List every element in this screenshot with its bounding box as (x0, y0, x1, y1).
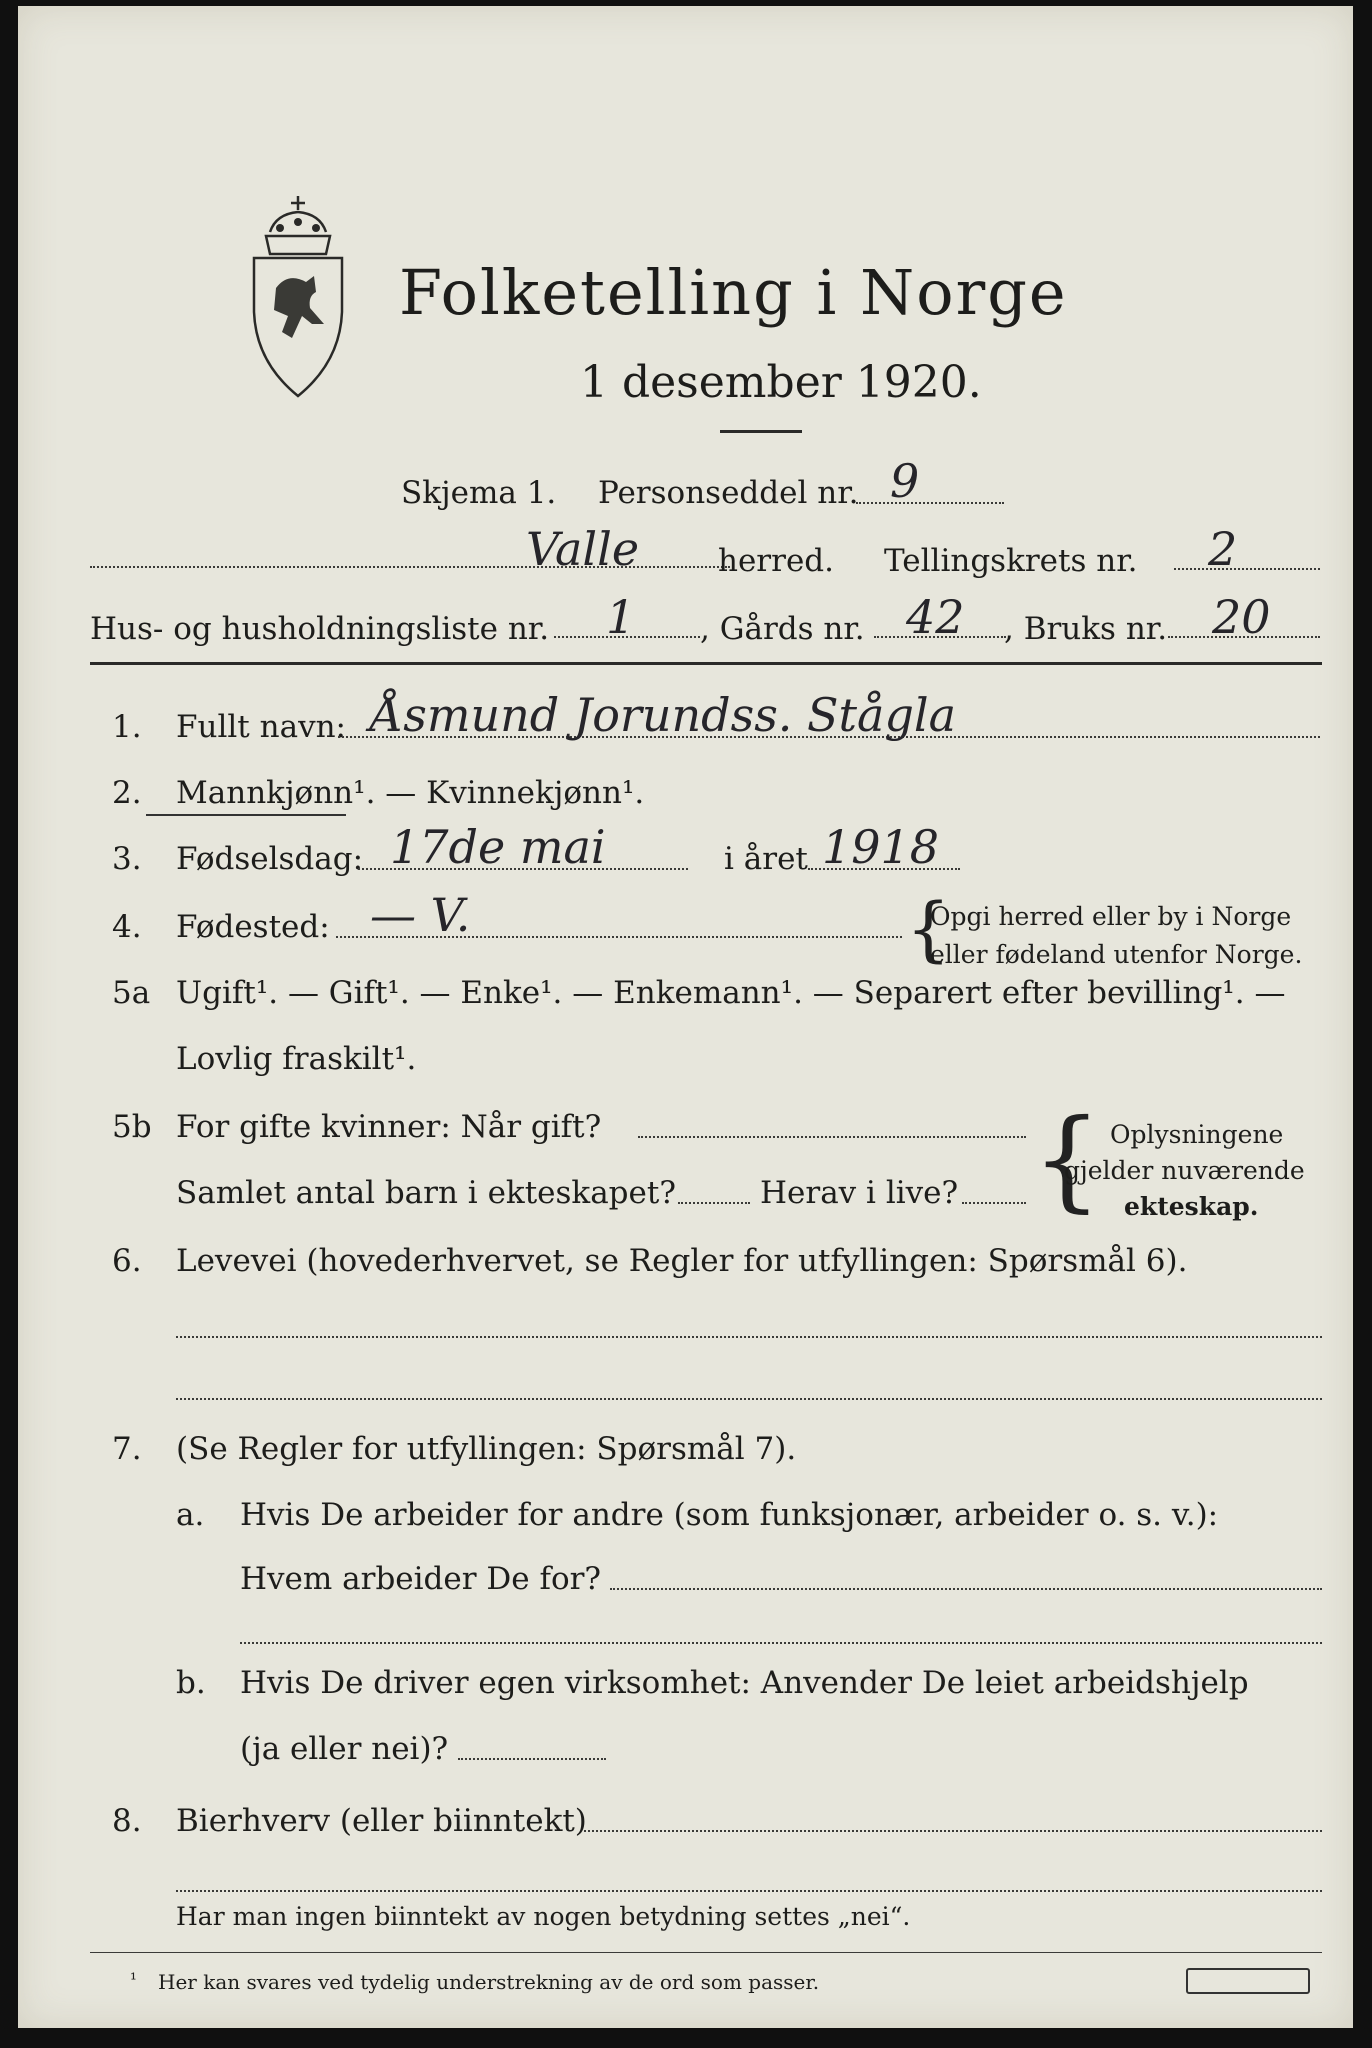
q3-birth-date: 17de mai (390, 820, 606, 874)
form-title: Folketelling i Norge (399, 256, 1068, 329)
q4-brace: { (906, 888, 951, 970)
header-rule (90, 662, 1322, 665)
q7a-line1: Hvis De arbeider for andre (som funksjonær, arbeider o. s. v.): (240, 1497, 1219, 1533)
q4-label: Fødested: (176, 909, 330, 945)
title-divider (720, 430, 802, 433)
footnote-mark: ¹ (130, 1970, 137, 1990)
q1-label: Fullt navn: (176, 709, 346, 745)
personseddel-label: Personseddel nr. (598, 475, 859, 511)
norwegian-coat-of-arms-icon (236, 192, 360, 402)
q5a-line1: Ugift¹. — Gift¹. — Enke¹. — Enkemann¹. — Separert efter bevilling¹. — (176, 975, 1286, 1011)
personseddel-line (856, 502, 1004, 504)
q8-line2 (176, 1890, 1322, 1892)
tellingskrets-value: 2 (1208, 522, 1238, 576)
q3-birth-year: 1918 (822, 820, 940, 874)
bruks-label: , Bruks nr. (1004, 611, 1168, 647)
tellingskrets-line (1174, 568, 1320, 570)
census-form-page (18, 6, 1353, 2028)
q4-birthplace: — V. (370, 888, 471, 942)
q7a-letter: a. (176, 1497, 205, 1533)
q8-label: Bierhverv (eller biinntekt) (176, 1803, 587, 1839)
q5b-brace: { (1032, 1095, 1102, 1223)
personseddel-value: 9 (890, 454, 920, 508)
q7b-line1: Hvis De driver egen virksomhet: Anvender De leiet arbeidshjelp (240, 1665, 1249, 1701)
q5b-number: 5b (112, 1109, 152, 1145)
q2-sex-options: Mannkjønn¹. — Kvinnekjønn¹. (176, 775, 645, 811)
q2-number: 2. (112, 775, 142, 811)
q3-year-label: i året (724, 841, 808, 877)
q8-number: 8. (112, 1803, 142, 1839)
q7a-employer-line (610, 1588, 1322, 1590)
q5b-alive-line (962, 1202, 1026, 1204)
q1-full-name: Åsmund Jorundss. Stågla (370, 688, 957, 742)
q5b-children-label: Samlet antal barn i ekteskapet? (176, 1175, 676, 1211)
q6-line2 (176, 1398, 1322, 1400)
q8-note: Har man ingen biinntekt av nogen betydning settes „nei“. (176, 1902, 911, 1931)
q5b-line1: For gifte kvinner: Når gift? (176, 1109, 602, 1145)
q4-number: 4. (112, 909, 142, 945)
q8-line (584, 1830, 1322, 1832)
q7b-letter: b. (176, 1665, 206, 1701)
q5a-line2: Lovlig fraskilt¹. (176, 1041, 417, 1077)
schema-label: Skjema 1. (401, 475, 557, 511)
herred-value: Valle (526, 522, 640, 576)
footnote-rule (90, 1952, 1322, 1953)
bruks-value: 20 (1212, 590, 1271, 644)
q5a-number: 5a (112, 975, 151, 1011)
tellingskrets-label: Tellingskrets nr. (884, 543, 1138, 579)
q5b-alive-label: Herav i live? (760, 1175, 959, 1211)
herred-label: herred. (718, 543, 834, 579)
q7b-line2: (ja eller nei)? (240, 1731, 449, 1767)
q7a-employer-line2 (240, 1642, 1322, 1644)
gards-value: 42 (906, 590, 965, 644)
q5b-note-line3: ekteskap. (1124, 1192, 1259, 1221)
q5b-note-line2: gjelder nuværende (1064, 1156, 1305, 1185)
q6-number: 6. (112, 1243, 142, 1279)
q3-label: Fødselsdag: (176, 841, 364, 877)
husholdningsliste-value: 1 (606, 590, 636, 644)
q7-label: (Se Regler for utfyllingen: Spørsmål 7). (176, 1431, 797, 1467)
q4-note-line2: eller fødeland utenfor Norge. (930, 940, 1303, 969)
q5b-children-line (678, 1202, 750, 1204)
q7b-answer-line (458, 1758, 606, 1760)
printer-stamp (1186, 1968, 1310, 1994)
q5b-note-line1: Oplysningene (1110, 1120, 1284, 1149)
q7a-line2: Hvem arbeider De for? (240, 1561, 602, 1597)
husholdningsliste-label: Hus- og husholdningsliste nr. (90, 611, 550, 647)
gards-label: , Gårds nr. (700, 611, 865, 647)
q6-line1 (176, 1336, 1322, 1338)
q6-label: Levevei (hovederhvervet, se Regler for utfyllingen: Spørsmål 6). (176, 1243, 1188, 1279)
q4-note-line1: Opgi herred eller by i Norge (930, 902, 1292, 931)
q2-underline-mannkjonn (146, 814, 346, 816)
q1-number: 1. (112, 709, 142, 745)
q3-number: 3. (112, 841, 142, 877)
q7-number: 7. (112, 1431, 142, 1467)
q5b-married-line (638, 1136, 1026, 1138)
census-date: 1 desember 1920. (580, 357, 982, 408)
footnote-text: Her kan svares ved tydelig understrekning av de ord som passer. (158, 1970, 820, 1994)
